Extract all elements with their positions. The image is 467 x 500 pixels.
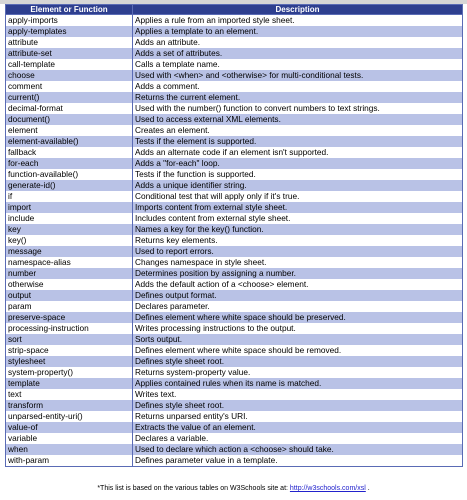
- description-cell: Declares a variable.: [133, 433, 463, 444]
- description-cell: Changes namespace in style sheet.: [133, 257, 463, 268]
- description-cell: Adds an attribute.: [133, 37, 463, 48]
- description-cell: Defines style sheet root.: [133, 356, 463, 367]
- table-row: [6, 312, 463, 323]
- table-header-row: [6, 5, 463, 15]
- element-name-cell: element: [6, 125, 133, 136]
- description-cell: Determines position by assigning a number.: [133, 268, 463, 279]
- footnote: [0, 484, 467, 493]
- footnote-text: *This list is based on the various tables on W3Schools site at:: [97, 485, 290, 492]
- table-row: [6, 356, 463, 367]
- element-name-cell: number: [6, 268, 133, 279]
- element-name-cell: document(): [6, 114, 133, 125]
- table-row: [6, 323, 463, 334]
- footnote-link[interactable]: http://w3schools.com/xsl: [289, 485, 366, 492]
- column-header-description: Description: [133, 5, 463, 15]
- table-row: [6, 257, 463, 268]
- element-name-cell: attribute-set: [6, 48, 133, 59]
- description-cell: Creates an element.: [133, 125, 463, 136]
- table-row: [6, 400, 463, 411]
- element-name-cell: param: [6, 301, 133, 312]
- description-cell: Adds an alternate code if an element isn't supported.: [133, 147, 463, 158]
- element-name-cell: current(): [6, 92, 133, 103]
- description-cell: Adds a unique identifier string.: [133, 180, 463, 191]
- description-cell: Returns key elements.: [133, 235, 463, 246]
- element-name-cell: namespace-alias: [6, 257, 133, 268]
- element-name-cell: with-param: [6, 455, 133, 467]
- table-row: [6, 411, 463, 422]
- table-row: [6, 114, 463, 125]
- element-name-cell: function-available(): [6, 169, 133, 180]
- description-cell: Tests if the element is supported.: [133, 136, 463, 147]
- description-cell: Includes content from external style sheet.: [133, 213, 463, 224]
- element-name-cell: stylesheet: [6, 356, 133, 367]
- description-cell: Used with the number() function to convert numbers to text strings.: [133, 103, 463, 114]
- table-row: [6, 367, 463, 378]
- table-body: [6, 15, 463, 467]
- description-cell: Returns unparsed entity's URI.: [133, 411, 463, 422]
- description-cell: Imports content from external style sheet.: [133, 202, 463, 213]
- table-row: [6, 158, 463, 169]
- description-cell: Writes processing instructions to the output.: [133, 323, 463, 334]
- element-name-cell: apply-imports: [6, 15, 133, 27]
- description-cell: Extracts the value of an element.: [133, 422, 463, 433]
- xsl-elements-table: [5, 4, 463, 467]
- element-name-cell: text: [6, 389, 133, 400]
- table-row: [6, 92, 463, 103]
- table-row: [6, 224, 463, 235]
- column-header-element: Element or Function: [6, 5, 133, 15]
- element-name-cell: element-available(): [6, 136, 133, 147]
- element-name-cell: sort: [6, 334, 133, 345]
- description-cell: Used with <when> and <otherwise> for multi-conditional tests.: [133, 70, 463, 81]
- table-row: [6, 279, 463, 290]
- description-cell: Conditional test that will apply only if it's true.: [133, 191, 463, 202]
- element-name-cell: generate-id(): [6, 180, 133, 191]
- description-cell: Adds a set of attributes.: [133, 48, 463, 59]
- description-cell: Defines element where white space should be preserved.: [133, 312, 463, 323]
- description-cell: Adds the default action of a <choose> element.: [133, 279, 463, 290]
- table-row: [6, 26, 463, 37]
- table-row: [6, 422, 463, 433]
- element-name-cell: system-property(): [6, 367, 133, 378]
- table-row: [6, 444, 463, 455]
- element-name-cell: decimal-format: [6, 103, 133, 114]
- table-row: [6, 389, 463, 400]
- element-name-cell: comment: [6, 81, 133, 92]
- table-row: [6, 213, 463, 224]
- table-row: [6, 59, 463, 70]
- element-name-cell: apply-templates: [6, 26, 133, 37]
- table-row: [6, 235, 463, 246]
- description-cell: Defines element where white space should be removed.: [133, 345, 463, 356]
- table-row: [6, 433, 463, 444]
- description-cell: Tests if the function is supported.: [133, 169, 463, 180]
- description-cell: Adds a "for-each" loop.: [133, 158, 463, 169]
- description-cell: Names a key for the key() function.: [133, 224, 463, 235]
- description-cell: Defines parameter value in a template.: [133, 455, 463, 467]
- element-name-cell: variable: [6, 433, 133, 444]
- element-name-cell: fallback: [6, 147, 133, 158]
- description-cell: Defines output format.: [133, 290, 463, 301]
- element-name-cell: output: [6, 290, 133, 301]
- table-row: [6, 15, 463, 27]
- description-cell: Writes text.: [133, 389, 463, 400]
- table-row: [6, 268, 463, 279]
- table-row: [6, 169, 463, 180]
- table-row: [6, 455, 463, 467]
- table-row: [6, 70, 463, 81]
- element-name-cell: when: [6, 444, 133, 455]
- table-row: [6, 136, 463, 147]
- table-row: [6, 48, 463, 59]
- table-row: [6, 180, 463, 191]
- table-row: [6, 334, 463, 345]
- table-row: [6, 147, 463, 158]
- description-cell: Used to access external XML elements.: [133, 114, 463, 125]
- element-name-cell: choose: [6, 70, 133, 81]
- element-name-cell: key: [6, 224, 133, 235]
- description-cell: Defines style sheet root.: [133, 400, 463, 411]
- element-name-cell: strip-space: [6, 345, 133, 356]
- table-row: [6, 191, 463, 202]
- description-cell: Calls a template name.: [133, 59, 463, 70]
- element-name-cell: import: [6, 202, 133, 213]
- element-name-cell: message: [6, 246, 133, 257]
- table-row: [6, 378, 463, 389]
- description-cell: Used to declare which action a <choose> should take.: [133, 444, 463, 455]
- description-cell: Returns system-property value.: [133, 367, 463, 378]
- table-row: [6, 103, 463, 114]
- description-cell: Sorts output.: [133, 334, 463, 345]
- element-name-cell: call-template: [6, 59, 133, 70]
- table-row: [6, 301, 463, 312]
- table-row: [6, 345, 463, 356]
- element-name-cell: for-each: [6, 158, 133, 169]
- description-cell: Applies a template to an element.: [133, 26, 463, 37]
- description-cell: Declares parameter.: [133, 301, 463, 312]
- table-row: [6, 246, 463, 257]
- element-name-cell: if: [6, 191, 133, 202]
- table-row: [6, 37, 463, 48]
- element-name-cell: include: [6, 213, 133, 224]
- table-row: [6, 202, 463, 213]
- footnote-end: .: [365, 485, 370, 492]
- description-cell: Applies a rule from an imported style sheet.: [133, 15, 463, 27]
- element-name-cell: attribute: [6, 37, 133, 48]
- description-cell: Returns the current element.: [133, 92, 463, 103]
- element-name-cell: key(): [6, 235, 133, 246]
- description-cell: Applies contained rules when its name is matched.: [133, 378, 463, 389]
- element-name-cell: value-of: [6, 422, 133, 433]
- description-cell: Used to report errors.: [133, 246, 463, 257]
- table-row: [6, 125, 463, 136]
- table-row: [6, 81, 463, 92]
- element-name-cell: processing-instruction: [6, 323, 133, 334]
- element-name-cell: otherwise: [6, 279, 133, 290]
- element-name-cell: transform: [6, 400, 133, 411]
- table-row: [6, 290, 463, 301]
- element-name-cell: unparsed-entity-uri(): [6, 411, 133, 422]
- element-name-cell: template: [6, 378, 133, 389]
- element-name-cell: preserve-space: [6, 312, 133, 323]
- description-cell: Adds a comment.: [133, 81, 463, 92]
